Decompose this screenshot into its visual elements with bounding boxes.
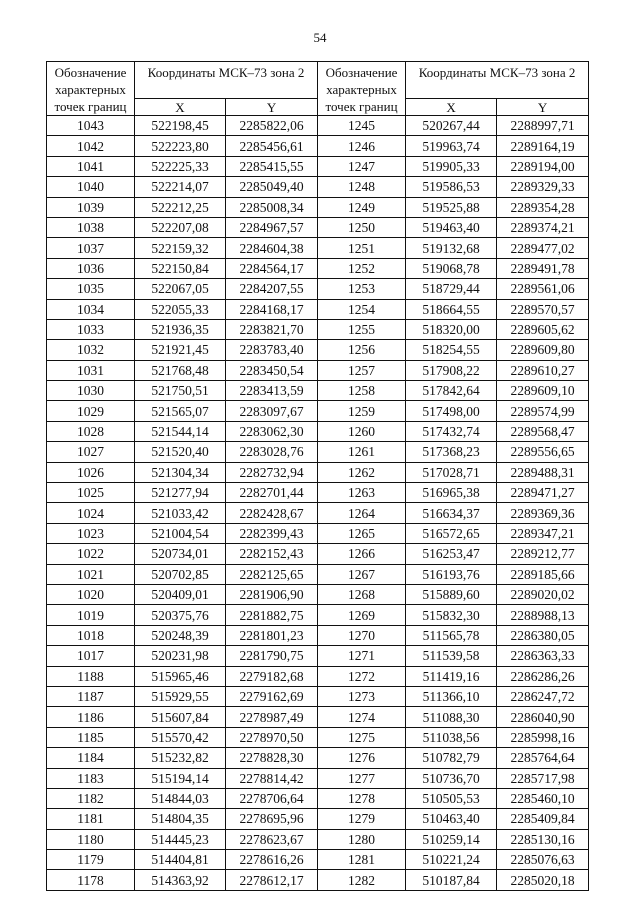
y-coordinate-left: 2283413,59: [226, 381, 318, 401]
point-id-right: 1245: [318, 116, 406, 136]
y-header-left: Y: [226, 99, 318, 116]
y-header-right: Y: [497, 99, 589, 116]
x-coordinate-right: 518320,00: [406, 319, 497, 339]
y-coordinate-right: 2289491,78: [497, 258, 589, 278]
y-coordinate-left: 2282152,43: [226, 544, 318, 564]
point-id-left: 1020: [47, 584, 135, 604]
x-coordinate-right: 516572,65: [406, 523, 497, 543]
x-coordinate-right: 510221,24: [406, 850, 497, 870]
point-id-right: 1277: [318, 768, 406, 788]
x-coordinate-right: 510259,14: [406, 829, 497, 849]
table-row: [47, 584, 589, 604]
point-id-left: 1179: [47, 850, 135, 870]
y-coordinate-left: 2278987,49: [226, 707, 318, 727]
point-id-right: 1254: [318, 299, 406, 319]
x-coordinate-right: 516965,38: [406, 483, 497, 503]
y-coordinate-left: 2284207,55: [226, 279, 318, 299]
x-coordinate-left: 521750,51: [135, 381, 226, 401]
y-coordinate-right: 2285460,10: [497, 788, 589, 808]
x-coordinate-right: 519463,40: [406, 217, 497, 237]
point-id-left: 1032: [47, 340, 135, 360]
table-row: [47, 258, 589, 278]
table-row: [47, 523, 589, 543]
y-coordinate-left: 2284168,17: [226, 299, 318, 319]
y-coordinate-right: 2289471,27: [497, 483, 589, 503]
y-coordinate-left: 2281906,90: [226, 584, 318, 604]
y-coordinate-right: 2289556,65: [497, 442, 589, 462]
table-row: [47, 177, 589, 197]
y-coordinate-left: 2282125,65: [226, 564, 318, 584]
point-id-left: 1186: [47, 707, 135, 727]
table-row: [47, 666, 589, 686]
point-id-right: 1269: [318, 605, 406, 625]
table-row: [47, 421, 589, 441]
point-id-left: 1038: [47, 217, 135, 237]
y-coordinate-right: 2286363,33: [497, 646, 589, 666]
table-row: [47, 829, 589, 849]
table-header: [47, 62, 589, 116]
table-row: [47, 401, 589, 421]
x-coordinate-left: 522225,33: [135, 156, 226, 176]
point-id-left: 1017: [47, 646, 135, 666]
x-coordinate-right: 510505,53: [406, 788, 497, 808]
x-coordinate-left: 514445,23: [135, 829, 226, 849]
table-row: [47, 156, 589, 176]
page-number: 54: [313, 30, 327, 45]
table-row: [47, 686, 589, 706]
y-coordinate-right: 2289610,27: [497, 360, 589, 380]
y-coordinate-left: 2279182,68: [226, 666, 318, 686]
point-id-left: 1034: [47, 299, 135, 319]
x-coordinate-right: 511565,78: [406, 625, 497, 645]
point-id-right: 1260: [318, 421, 406, 441]
y-coordinate-right: 2289605,62: [497, 319, 589, 339]
x-coordinate-right: 517028,71: [406, 462, 497, 482]
point-id-left: 1040: [47, 177, 135, 197]
y-coordinate-left: 2278970,50: [226, 727, 318, 747]
y-coordinate-right: 2289354,28: [497, 197, 589, 217]
point-id-right: 1250: [318, 217, 406, 237]
table-row: [47, 217, 589, 237]
point-id-right: 1274: [318, 707, 406, 727]
point-id-right: 1271: [318, 646, 406, 666]
x-coordinate-right: 515889,60: [406, 584, 497, 604]
x-coordinate-right: 510736,70: [406, 768, 497, 788]
y-coordinate-right: 2289212,77: [497, 544, 589, 564]
y-coordinate-right: 2289570,57: [497, 299, 589, 319]
y-coordinate-right: 2289329,33: [497, 177, 589, 197]
point-id-right: 1247: [318, 156, 406, 176]
y-coordinate-left: 2283062,30: [226, 421, 318, 441]
table-row: [47, 279, 589, 299]
y-coordinate-left: 2278616,26: [226, 850, 318, 870]
y-coordinate-right: 2286286,26: [497, 666, 589, 686]
y-coordinate-left: 2285008,34: [226, 197, 318, 217]
table-row: [47, 564, 589, 584]
x-coordinate-left: 520734,01: [135, 544, 226, 564]
table-row: [47, 462, 589, 482]
y-coordinate-right: 2289164,19: [497, 136, 589, 156]
y-coordinate-left: 2282701,44: [226, 483, 318, 503]
x-coordinate-left: 520702,85: [135, 564, 226, 584]
point-id-right: 1251: [318, 238, 406, 258]
point-id-left: 1036: [47, 258, 135, 278]
x-coordinate-right: 516253,47: [406, 544, 497, 564]
y-coordinate-right: 2288988,13: [497, 605, 589, 625]
x-coordinate-left: 521921,45: [135, 340, 226, 360]
point-id-left: 1029: [47, 401, 135, 421]
y-coordinate-right: 2285020,18: [497, 870, 589, 890]
point-id-right: 1272: [318, 666, 406, 686]
point-id-right: 1261: [318, 442, 406, 462]
y-coordinate-left: 2278695,96: [226, 809, 318, 829]
point-id-left: 1043: [47, 116, 135, 136]
x-coordinate-right: 517842,64: [406, 381, 497, 401]
table-row: [47, 442, 589, 462]
table-row: [47, 116, 589, 136]
table-row: [47, 625, 589, 645]
table-row: [47, 646, 589, 666]
y-coordinate-left: 2278828,30: [226, 748, 318, 768]
point-id-right: 1270: [318, 625, 406, 645]
y-coordinate-left: 2282428,67: [226, 503, 318, 523]
coord-group-header-right: Координаты МСК–73 зона 2: [406, 62, 589, 99]
coord-group-header-left: Координаты МСК–73 зона 2: [135, 62, 318, 99]
y-coordinate-right: 2289347,21: [497, 523, 589, 543]
y-coordinate-right: 2285076,63: [497, 850, 589, 870]
point-id-left: 1184: [47, 748, 135, 768]
point-id-right: 1278: [318, 788, 406, 808]
x-coordinate-right: 515832,30: [406, 605, 497, 625]
x-coordinate-left: 515929,55: [135, 686, 226, 706]
table-row: [47, 483, 589, 503]
point-id-left: 1025: [47, 483, 135, 503]
point-id-left: 1024: [47, 503, 135, 523]
y-coordinate-right: 2289488,31: [497, 462, 589, 482]
table-body: [47, 116, 589, 891]
point-id-left: 1037: [47, 238, 135, 258]
x-coordinate-left: 520409,01: [135, 584, 226, 604]
y-coordinate-right: 2285764,64: [497, 748, 589, 768]
table-row: [47, 605, 589, 625]
x-coordinate-right: 517498,00: [406, 401, 497, 421]
point-id-right: 1248: [318, 177, 406, 197]
x-coordinate-left: 522159,32: [135, 238, 226, 258]
y-coordinate-left: 2278706,64: [226, 788, 318, 808]
y-coordinate-left: 2284564,17: [226, 258, 318, 278]
point-id-right: 1282: [318, 870, 406, 890]
y-coordinate-right: 2286040,90: [497, 707, 589, 727]
x-coordinate-left: 515965,46: [135, 666, 226, 686]
table-row: [47, 707, 589, 727]
x-coordinate-right: 510782,79: [406, 748, 497, 768]
table-row: [47, 727, 589, 747]
point-id-left: 1030: [47, 381, 135, 401]
y-coordinate-right: 2289020,02: [497, 584, 589, 604]
y-coordinate-right: 2289609,80: [497, 340, 589, 360]
y-coordinate-right: 2285717,98: [497, 768, 589, 788]
x-coordinate-left: 515607,84: [135, 707, 226, 727]
table-row: [47, 788, 589, 808]
x-coordinate-left: 514363,92: [135, 870, 226, 890]
y-coordinate-right: 2285130,16: [497, 829, 589, 849]
point-id-left: 1028: [47, 421, 135, 441]
x-coordinate-left: 521304,34: [135, 462, 226, 482]
y-coordinate-left: 2281882,75: [226, 605, 318, 625]
x-coordinate-left: 522207,08: [135, 217, 226, 237]
x-coordinate-right: 511419,16: [406, 666, 497, 686]
point-id-right: 1246: [318, 136, 406, 156]
x-coordinate-right: 520267,44: [406, 116, 497, 136]
x-coordinate-left: 521565,07: [135, 401, 226, 421]
point-id-left: 1185: [47, 727, 135, 747]
x-coordinate-left: 522067,05: [135, 279, 226, 299]
point-id-right: 1262: [318, 462, 406, 482]
x-coordinate-left: 521936,35: [135, 319, 226, 339]
x-coordinate-left: 521277,94: [135, 483, 226, 503]
y-coordinate-right: 2289561,06: [497, 279, 589, 299]
y-coordinate-right: 2289574,99: [497, 401, 589, 421]
point-id-left: 1180: [47, 829, 135, 849]
x-coordinate-left: 521544,14: [135, 421, 226, 441]
x-coordinate-right: 517432,74: [406, 421, 497, 441]
x-header-right: X: [406, 99, 497, 116]
y-coordinate-right: 2289568,47: [497, 421, 589, 441]
y-coordinate-left: 2285822,06: [226, 116, 318, 136]
x-coordinate-left: 515194,14: [135, 768, 226, 788]
x-coordinate-right: 510463,40: [406, 809, 497, 829]
point-id-left: 1026: [47, 462, 135, 482]
x-coordinate-right: 511366,10: [406, 686, 497, 706]
table-row: [47, 381, 589, 401]
y-coordinate-left: 2281801,23: [226, 625, 318, 645]
y-coordinate-left: 2283783,40: [226, 340, 318, 360]
point-id-left: 1041: [47, 156, 135, 176]
point-id-left: 1182: [47, 788, 135, 808]
x-coordinate-left: 521768,48: [135, 360, 226, 380]
x-coordinate-right: 516634,37: [406, 503, 497, 523]
point-id-right: 1265: [318, 523, 406, 543]
table-row: [47, 299, 589, 319]
table-row: [47, 809, 589, 829]
point-label-header-right: Обозначение характерных точек границ: [318, 62, 406, 116]
x-coordinate-right: 519905,33: [406, 156, 497, 176]
point-id-right: 1255: [318, 319, 406, 339]
table-row: [47, 503, 589, 523]
y-coordinate-left: 2278623,67: [226, 829, 318, 849]
point-id-right: 1267: [318, 564, 406, 584]
y-coordinate-right: 2286380,05: [497, 625, 589, 645]
y-coordinate-left: 2278814,42: [226, 768, 318, 788]
x-coordinate-left: 514804,35: [135, 809, 226, 829]
y-coordinate-left: 2278612,17: [226, 870, 318, 890]
point-id-left: 1181: [47, 809, 135, 829]
y-coordinate-left: 2279162,69: [226, 686, 318, 706]
x-coordinate-right: 516193,76: [406, 564, 497, 584]
y-coordinate-right: 2285998,16: [497, 727, 589, 747]
y-coordinate-left: 2282732,94: [226, 462, 318, 482]
point-id-right: 1273: [318, 686, 406, 706]
table-row: [47, 850, 589, 870]
coordinates-table: [46, 61, 589, 891]
point-id-left: 1188: [47, 666, 135, 686]
y-coordinate-left: 2284967,57: [226, 217, 318, 237]
x-coordinate-left: 515232,82: [135, 748, 226, 768]
point-id-right: 1252: [318, 258, 406, 278]
y-coordinate-left: 2285049,40: [226, 177, 318, 197]
point-id-left: 1042: [47, 136, 135, 156]
y-coordinate-left: 2284604,38: [226, 238, 318, 258]
x-coordinate-right: 519068,78: [406, 258, 497, 278]
y-coordinate-left: 2285415,55: [226, 156, 318, 176]
point-id-left: 1018: [47, 625, 135, 645]
point-id-left: 1035: [47, 279, 135, 299]
table-row: [47, 197, 589, 217]
x-coordinate-left: 520375,76: [135, 605, 226, 625]
y-coordinate-right: 2289369,36: [497, 503, 589, 523]
point-id-right: 1257: [318, 360, 406, 380]
table-row: [47, 748, 589, 768]
y-coordinate-right: 2288997,71: [497, 116, 589, 136]
table-row: [47, 340, 589, 360]
point-id-right: 1263: [318, 483, 406, 503]
point-id-left: 1027: [47, 442, 135, 462]
table-row: [47, 360, 589, 380]
x-coordinate-left: 522055,33: [135, 299, 226, 319]
x-coordinate-right: 517908,22: [406, 360, 497, 380]
table-row: [47, 238, 589, 258]
y-coordinate-left: 2283821,70: [226, 319, 318, 339]
x-coordinate-left: 520231,98: [135, 646, 226, 666]
point-label-header-left: Обозначение характерных точек границ: [47, 62, 135, 116]
y-coordinate-left: 2283028,76: [226, 442, 318, 462]
table-row: [47, 319, 589, 339]
x-coordinate-right: 519586,53: [406, 177, 497, 197]
y-coordinate-right: 2289477,02: [497, 238, 589, 258]
point-id-left: 1187: [47, 686, 135, 706]
point-id-left: 1022: [47, 544, 135, 564]
point-id-left: 1183: [47, 768, 135, 788]
y-coordinate-right: 2289194,00: [497, 156, 589, 176]
x-coordinate-right: 518729,44: [406, 279, 497, 299]
point-id-left: 1178: [47, 870, 135, 890]
table-row: [47, 544, 589, 564]
y-coordinate-left: 2281790,75: [226, 646, 318, 666]
point-id-right: 1256: [318, 340, 406, 360]
table-row: [47, 136, 589, 156]
point-id-right: 1280: [318, 829, 406, 849]
y-coordinate-right: 2285409,84: [497, 809, 589, 829]
point-id-right: 1259: [318, 401, 406, 421]
point-id-left: 1021: [47, 564, 135, 584]
x-header-left: X: [135, 99, 226, 116]
point-id-right: 1276: [318, 748, 406, 768]
x-coordinate-left: 522150,84: [135, 258, 226, 278]
point-id-right: 1249: [318, 197, 406, 217]
x-coordinate-left: 522214,07: [135, 177, 226, 197]
x-coordinate-right: 510187,84: [406, 870, 497, 890]
x-coordinate-left: 521520,40: [135, 442, 226, 462]
point-id-right: 1281: [318, 850, 406, 870]
point-id-left: 1023: [47, 523, 135, 543]
point-id-right: 1264: [318, 503, 406, 523]
x-coordinate-left: 522223,80: [135, 136, 226, 156]
x-coordinate-right: 519525,88: [406, 197, 497, 217]
point-id-right: 1268: [318, 584, 406, 604]
point-id-left: 1033: [47, 319, 135, 339]
x-coordinate-left: 521033,42: [135, 503, 226, 523]
x-coordinate-right: 518664,55: [406, 299, 497, 319]
y-coordinate-left: 2285456,61: [226, 136, 318, 156]
x-coordinate-left: 521004,54: [135, 523, 226, 543]
x-coordinate-right: 511539,58: [406, 646, 497, 666]
y-coordinate-left: 2283097,67: [226, 401, 318, 421]
x-coordinate-left: 514404,81: [135, 850, 226, 870]
y-coordinate-left: 2282399,43: [226, 523, 318, 543]
x-coordinate-right: 511038,56: [406, 727, 497, 747]
x-coordinate-right: 518254,55: [406, 340, 497, 360]
point-id-left: 1031: [47, 360, 135, 380]
y-coordinate-right: 2289374,21: [497, 217, 589, 237]
point-id-left: 1039: [47, 197, 135, 217]
point-id-right: 1258: [318, 381, 406, 401]
point-id-right: 1253: [318, 279, 406, 299]
table-row: [47, 870, 589, 890]
point-id-right: 1275: [318, 727, 406, 747]
x-coordinate-right: 517368,23: [406, 442, 497, 462]
x-coordinate-right: 519132,68: [406, 238, 497, 258]
table-row: [47, 768, 589, 788]
x-coordinate-left: 520248,39: [135, 625, 226, 645]
y-coordinate-right: 2289609,10: [497, 381, 589, 401]
x-coordinate-left: 522198,45: [135, 116, 226, 136]
x-coordinate-left: 522212,25: [135, 197, 226, 217]
y-coordinate-right: 2286247,72: [497, 686, 589, 706]
point-id-right: 1279: [318, 809, 406, 829]
y-coordinate-left: 2283450,54: [226, 360, 318, 380]
x-coordinate-left: 515570,42: [135, 727, 226, 747]
x-coordinate-right: 519963,74: [406, 136, 497, 156]
point-id-right: 1266: [318, 544, 406, 564]
point-id-left: 1019: [47, 605, 135, 625]
y-coordinate-right: 2289185,66: [497, 564, 589, 584]
x-coordinate-right: 511088,30: [406, 707, 497, 727]
x-coordinate-left: 514844,03: [135, 788, 226, 808]
